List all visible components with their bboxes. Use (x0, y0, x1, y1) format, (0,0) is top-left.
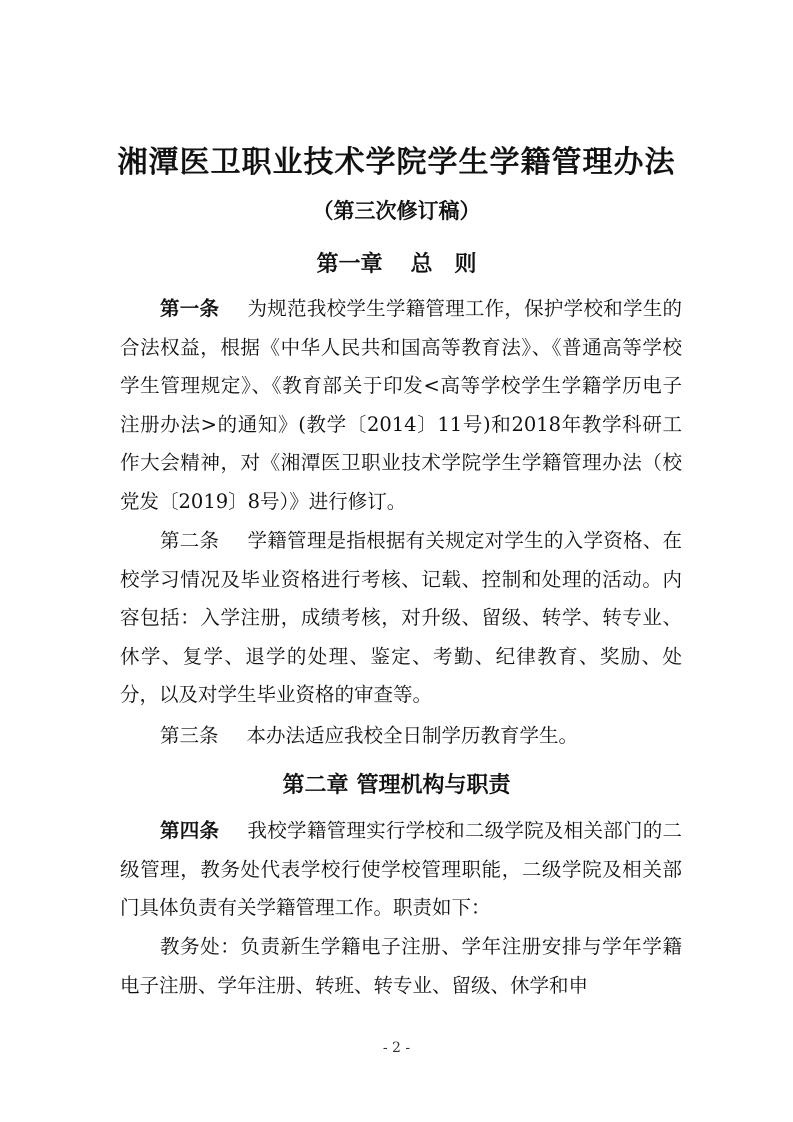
article-paragraph (120, 812, 682, 928)
chapter-name: 总 则 (410, 252, 477, 277)
article-label: 第三条 (160, 724, 219, 747)
article-text: 学籍管理是指根据有关规定对学生的入学资格、在校学习情况及毕业资格进行考核、记载、控制和处理的活动。内容包括：入学注册，成绩考核，对升级、留级、转学、转专业、休学、复学、退学的处理、鉴定、考勤、纪律教育、奖励、处分，以及对学生毕业资格的审查等。 (120, 529, 682, 706)
article-label: 第二条 (160, 529, 220, 552)
chapter-number: 第一章 (316, 252, 383, 277)
article-label: 第一条 (160, 297, 220, 320)
article-text: 为规范我校学生学籍管理工作，保护学校和学生的合法权益，根据《中华人民共和国高等教育法》、《普通高等学校学生管理规定》、《教育部关于印发<高等学校学生学籍学历电子注册办法>的通知》(教学〔2014〕11号)和2018年教学科研工作大会精神，对《湘潭医卫职业技术学院学生学籍管理办法（校党发〔2019〕8号）》进行修订。 (120, 297, 682, 513)
chapter-number: 第二章 (282, 773, 349, 798)
article-paragraph (120, 290, 682, 521)
page-number: - 2 - (382, 1040, 411, 1056)
article-text: 我校学籍管理实行学校和二级学院及相关部门的二级管理，教务处代表学校行使学校管理职能，二级学院及相关部门具体负责有关学籍管理工作。职责如下： (120, 819, 682, 919)
body-paragraph: 教务处：负责新生学籍电子注册、学年注册安排与学年学籍电子注册、学年注册、转班、转专业、留级、休学和申 (120, 935, 682, 997)
document-subtitle: （第三次修订稿） (312, 199, 481, 223)
chapter-heading (0, 768, 793, 799)
document-title: 湘潭医卫职业技术学院学生学籍管理办法 (117, 145, 676, 180)
chapter-heading (0, 247, 793, 278)
chapter-name: 管理机构与职责 (356, 773, 511, 798)
article-paragraph (120, 522, 682, 715)
article-paragraph (120, 717, 682, 756)
article-text: 本办法适应我校全日制学历教育学生。 (246, 724, 579, 747)
article-label: 第四条 (160, 819, 220, 842)
